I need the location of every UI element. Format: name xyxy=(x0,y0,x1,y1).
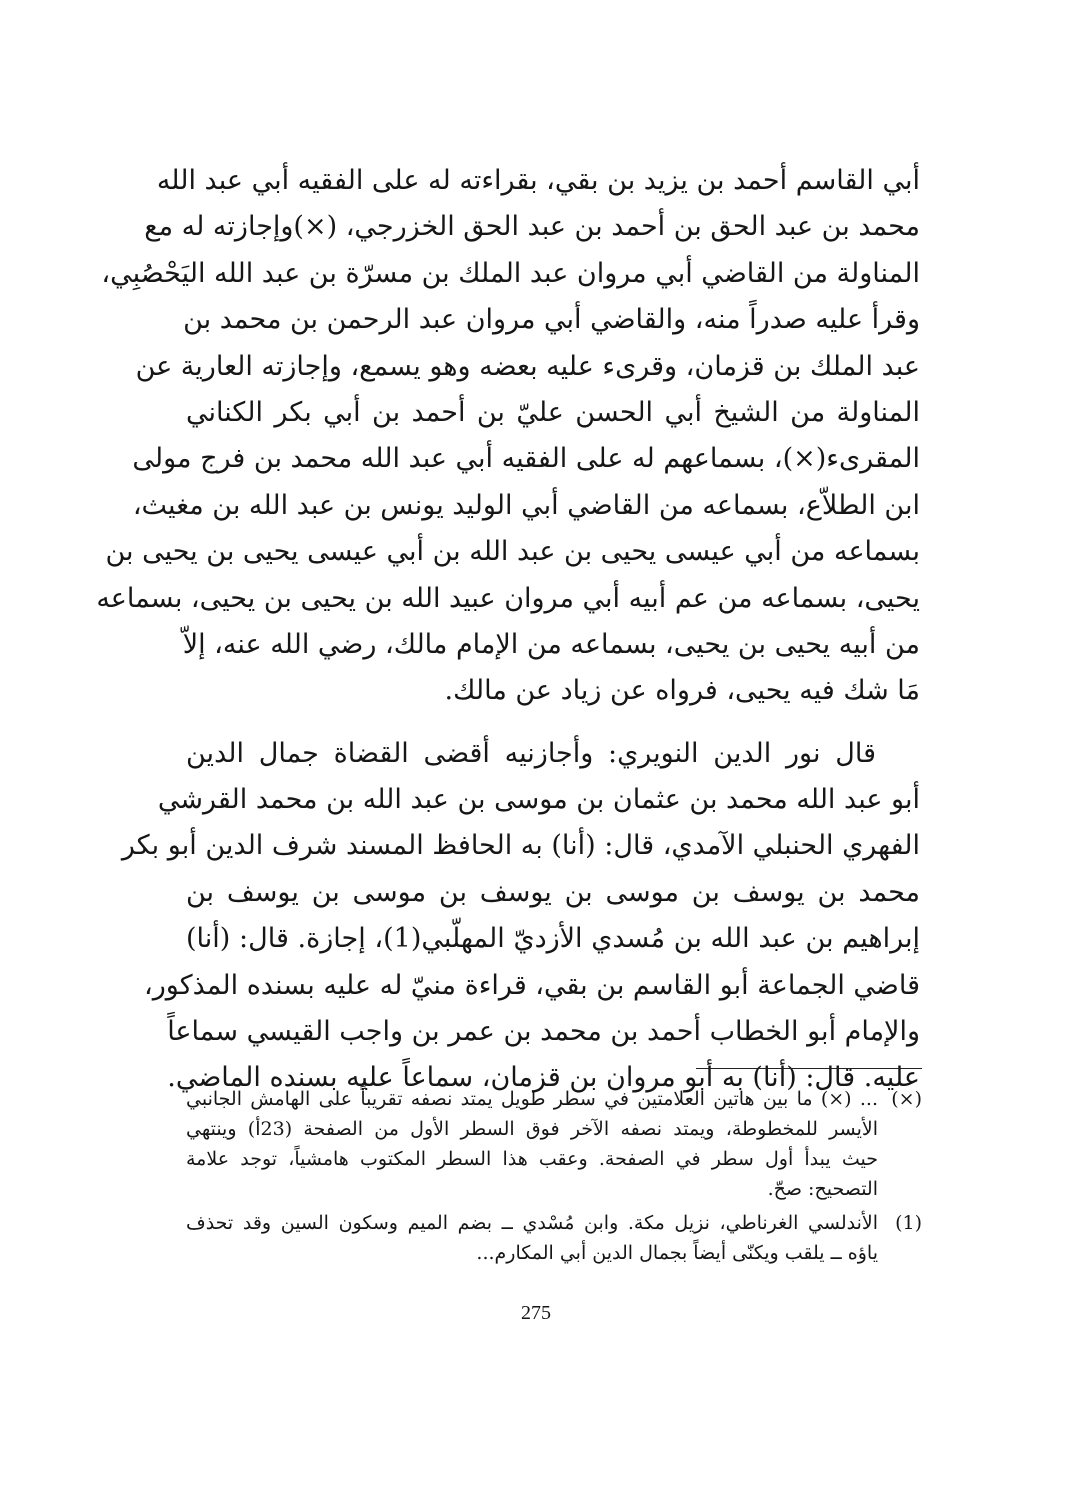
footnote-line: حيث يبدأ أول سطر في الصفحة. وعقب هذا السطر المكتوب هامشياً، توجد علامة xyxy=(186,1148,878,1170)
text-line: محمد بن عبد الحق بن أحمد بن عبد الحق الخزرجي، (×)وإجازته له مع xyxy=(144,211,920,243)
main-text xyxy=(96,158,920,1102)
text-line: قال نور الدين النويري: وأجازنيه أقضى القضاة جمال الدين xyxy=(186,737,876,769)
footnote-line: ... (×) ما بين هاتين العلامتين في سطر طويل يمتد نصفه تقريباً على الهامش الجانبي xyxy=(186,1088,878,1110)
text-line: المقرىء(×)، بسماعهم له على الفقيه أبي عبد الله محمد بن فرج مولى xyxy=(132,443,920,475)
footnote-line: ياؤه ــ يلقب ويكنّى أيضاً بجمال الدين أبي المكارم... xyxy=(476,1242,878,1264)
text-line: محمد بن يوسف بن موسى بن يوسف بن موسى بن يوسف بن xyxy=(186,876,920,908)
footnote-body xyxy=(186,1084,878,1204)
footnote xyxy=(186,1084,922,1204)
paragraph-gap xyxy=(186,715,920,731)
text-line: إبراهيم بن عبد الله بن مُسدي الأزديّ المهلّبي(1)، إجازة. قال: (أنا) xyxy=(186,923,920,955)
footnote-line: التصحيح: صحّ. xyxy=(767,1178,878,1200)
text-line: أبي القاسم أحمد بن يزيد بن بقي، بقراءته له على الفقيه أبي عبد الله xyxy=(156,165,920,196)
text-line: عليه. قال: (أنا) به أبو مروان بن قزمان، سماعاً عليه بسنده الماضي. xyxy=(167,1062,920,1094)
text-line: يحيى، بسماعه من عم أبيه أبي مروان عبيد الله بن يحيى بن يحيى، بسماعه xyxy=(96,582,920,614)
text-line: الفهري الحنبلي الآمدي، قال: (أنا) به الحافظ المسند شرف الدين أبو بكر xyxy=(121,830,920,862)
text-line: وقرأ عليه صدراً منه، والقاضي أبي مروان عبد الرحمن بن محمد بن xyxy=(183,304,920,336)
footnote-separator xyxy=(696,1068,922,1069)
text-line: بسماعه من أبي عيسى يحيى بن عبد الله بن أبي عيسى يحيى بن يحيى بن xyxy=(105,536,920,568)
text-line: عبد الملك بن قزمان، وقرىء عليه بعضه وهو يسمع، وإجازته العارية عن xyxy=(135,350,920,382)
text-line: المناولة من القاضي أبي مروان عبد الملك بن مسرّة بن عبد الله اليَحْصُبِي، xyxy=(101,257,920,289)
footnote-body xyxy=(186,1208,878,1268)
footnote xyxy=(186,1208,922,1268)
footnote-marker: (×) xyxy=(891,1088,922,1110)
text-line: مَا شك فيه يحيى، فرواه عن زياد عن مالك. xyxy=(444,675,920,707)
footnote-marker: (1) xyxy=(895,1212,922,1234)
text-line: ابن الطلاّع، بسماعه من القاضي أبي الوليد يونس بن عبد الله بن مغيث، xyxy=(132,489,920,521)
text-line: أبو عبد الله محمد بن عثمان بن موسى بن عبد الله بن محمد القرشي xyxy=(157,784,920,816)
text-line: من أبيه يحيى بن يحيى، بسماعه من الإمام مالك، رضي الله عنه، إلاّ xyxy=(182,628,920,660)
footnote-line: الأيسر للمخطوطة، ويمتد نصفه الآخر فوق السطر الأول من الصفحة (23أ) وينتهي xyxy=(186,1118,878,1140)
page-number: 275 xyxy=(521,1302,551,1324)
text-line: المناولة من الشيخ أبي الحسن عليّ بن أحمد بن أبي بكر الكناني xyxy=(186,396,920,428)
footnote-line: الأندلسي الغرناطي، نزيل مكة. وابن مُسْدي ــ بضم الميم وسكون السين وقد تحذف xyxy=(186,1212,878,1234)
footnotes xyxy=(186,1084,922,1272)
text-line: قاضي الجماعة أبو القاسم بن بقي، قراءة منيّ له عليه بسنده المذكور، xyxy=(144,969,920,1001)
text-line: والإمام أبو الخطاب أحمد بن محمد بن عمر بن واجب القيسي سماعاً xyxy=(167,1016,920,1048)
